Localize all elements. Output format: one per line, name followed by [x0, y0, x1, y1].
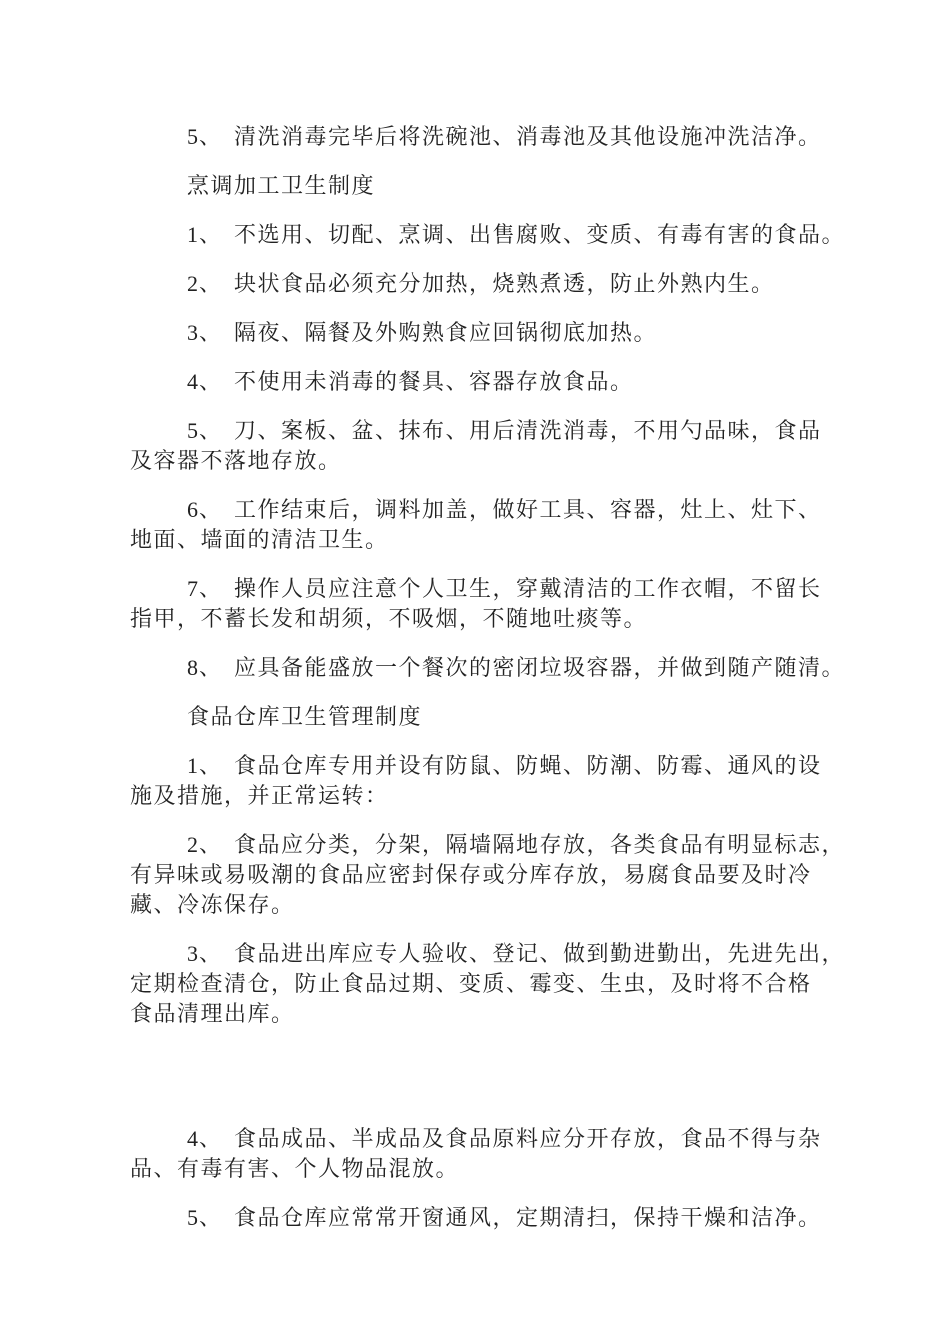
text-line — [130, 653, 854, 683]
list-number: 1、 — [187, 222, 223, 247]
list-item-text: 不选用、切配、烹调、出售腐败、变质、有毒有害的食品。 — [234, 222, 846, 247]
list-item — [130, 574, 854, 634]
list-number: 4、 — [187, 369, 223, 394]
text-line — [130, 830, 854, 860]
text-line: 指甲，不蓄长发和胡须，不吸烟，不随地吐痰等。 — [130, 606, 648, 631]
list-number: 6、 — [187, 497, 223, 522]
text-line — [130, 939, 854, 969]
text-line: 藏、冷冻保存。 — [130, 892, 295, 917]
document-page — [130, 122, 854, 1252]
section-heading — [130, 702, 854, 732]
text-line: 及容器不落地存放。 — [130, 448, 342, 473]
section-heading — [130, 171, 854, 201]
text-line — [130, 495, 854, 525]
list-item-text: 食品仓库应常常开窗通风，定期清扫，保持干燥和洁净。 — [234, 1205, 822, 1230]
list-item — [130, 653, 854, 683]
text-line — [130, 574, 854, 604]
text-line — [130, 122, 854, 152]
list-item — [130, 1203, 854, 1233]
list-item — [130, 1124, 854, 1184]
list-number: 5、 — [187, 418, 223, 443]
text-line — [130, 269, 854, 299]
list-item — [130, 939, 854, 1029]
text-line: 食品清理出库。 — [130, 1001, 295, 1026]
list-number: 5、 — [187, 124, 223, 149]
list-item-text: 食品应分类，分架，隔墙隔地存放，各类食品有明显标志， — [234, 832, 846, 857]
list-item-text: 工作结束后，调料加盖，做好工具、容器，灶上、灶下、 — [234, 497, 822, 522]
list-item — [130, 122, 854, 152]
text-line: 定期检查清仓，防止食品过期、变质、霉变、生虫，及时将不合格 — [130, 971, 812, 996]
list-item-text: 刀、案板、盆、抹布、用后清洗消毒，不用勺品味，食品 — [234, 418, 822, 443]
list-item — [130, 318, 854, 348]
heading-text: 食品仓库卫生管理制度 — [187, 704, 423, 729]
page-break-gap — [130, 1048, 854, 1124]
text-line — [130, 318, 854, 348]
text-line: 有异味或易吸潮的食品应密封保存或分库存放，易腐食品要及时冷 — [130, 862, 812, 887]
text-line — [130, 416, 854, 446]
list-item — [130, 367, 854, 397]
heading-text: 烹调加工卫生制度 — [187, 173, 376, 198]
list-item-text: 食品成品、半成品及食品原料应分开存放，食品不得与杂 — [234, 1126, 822, 1151]
list-item — [130, 269, 854, 299]
text-line: 地面、墙面的清洁卫生。 — [130, 527, 389, 552]
list-item-text: 不使用未消毒的餐具、容器存放食品。 — [234, 369, 634, 394]
text-line — [130, 751, 854, 781]
list-item-text: 清洗消毒完毕后将洗碗池、消毒池及其他设施冲洗洁净。 — [234, 124, 822, 149]
list-number: 2、 — [187, 832, 223, 857]
list-number: 7、 — [187, 576, 223, 601]
list-item — [130, 495, 854, 555]
text-line — [130, 367, 854, 397]
list-number: 2、 — [187, 271, 223, 296]
list-number: 3、 — [187, 320, 223, 345]
list-item-text: 操作人员应注意个人卫生，穿戴清洁的工作衣帽，不留长 — [234, 576, 822, 601]
list-item-text: 食品进出库应专人验收、登记、做到勤进勤出，先进先出， — [234, 941, 846, 966]
text-line: 品、有毒有害、个人物品混放。 — [130, 1156, 460, 1181]
list-number: 5、 — [187, 1205, 223, 1230]
list-item — [130, 220, 854, 250]
list-number: 8、 — [187, 655, 223, 680]
list-item-text: 块状食品必须充分加热，烧熟煮透，防止外熟内生。 — [234, 271, 775, 296]
list-item-text: 应具备能盛放一个餐次的密闭垃圾容器，并做到随产随清。 — [234, 655, 846, 680]
list-item — [130, 751, 854, 811]
list-item — [130, 416, 854, 476]
list-number: 4、 — [187, 1126, 223, 1151]
list-item-text: 隔夜、隔餐及外购熟食应回锅彻底加热。 — [234, 320, 658, 345]
list-number: 3、 — [187, 941, 223, 966]
list-item — [130, 830, 854, 920]
list-number: 1、 — [187, 753, 223, 778]
text-line — [130, 220, 854, 250]
text-line — [130, 1203, 854, 1233]
text-line: 施及措施，并正常运转： — [130, 783, 389, 808]
text-line — [130, 1124, 854, 1154]
list-item-text: 食品仓库专用并设有防鼠、防蝇、防潮、防霉、通风的设 — [234, 753, 822, 778]
